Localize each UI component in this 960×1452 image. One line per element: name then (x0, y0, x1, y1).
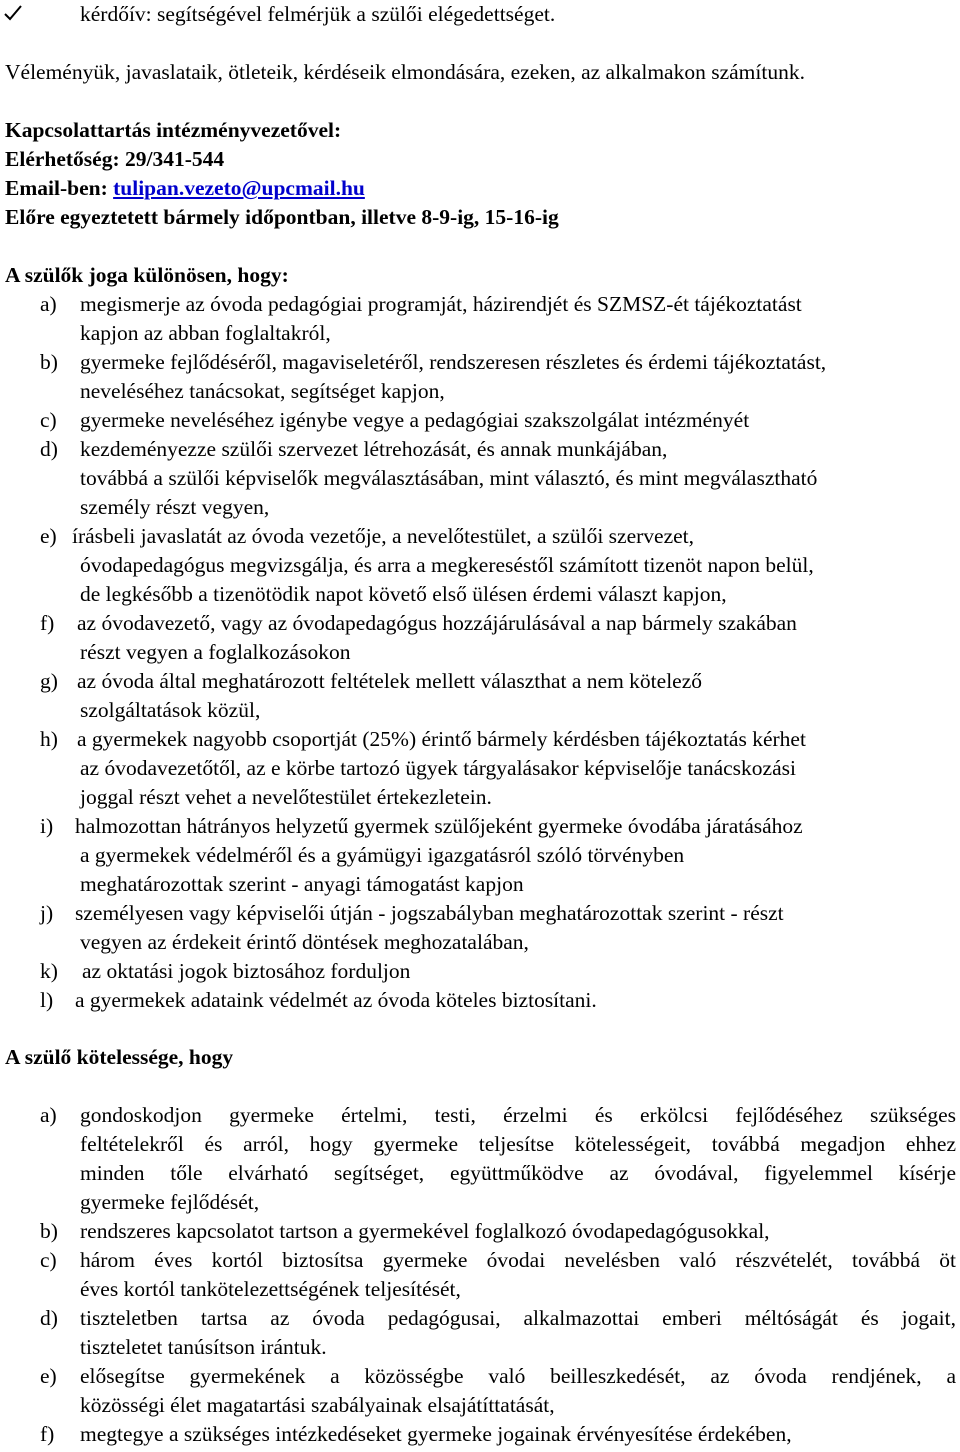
rights-item-marker: a) (40, 292, 57, 316)
duties-item-marker: f) (40, 1422, 55, 1446)
duties-item-marker: b) (40, 1219, 58, 1243)
rights-item-line: írásbeli javaslatát az óvoda vezetője, a nevelőtestület, a szülői szervezet, (72, 524, 695, 548)
duties-item-line: minden tőle elvárható segítséget, együttműködve az óvodával, figyelemmel kísérje (80, 1161, 956, 1185)
duties-item-line: három éves kortól biztosítsa gyermeke óvodai nevelésben való részvételét, továbbá öt (80, 1248, 956, 1272)
duties-item-line: megtegye a szükséges intézkedéseket gyermeke jogainak érvényesítése érdekében, (80, 1422, 792, 1446)
rights-item-line: továbbá a szülői képviselők megválasztásában, mint választó, és mint megválasztható (80, 466, 818, 490)
duties-heading: A szülő kötelessége, hogy (5, 1045, 234, 1069)
rights-item-marker: e) (40, 524, 57, 548)
duties-item-line: rendszeres kapcsolatot tartson a gyermekével foglalkozó óvodapedagógusokkal, (80, 1219, 770, 1243)
contact-hours: Előre egyeztetett bármely időpontban, illetve 8-9-ig, 15-16-ig (5, 205, 559, 229)
rights-item-line: a gyermekek nagyobb csoportját (25%) érintő bármely kérdésben tájékoztatás kérhet (77, 727, 806, 751)
rights-item-marker: g) (40, 669, 58, 693)
rights-item-line: az óvodavezetőtől, az e körbe tartozó ügyek tárgyalásakor képviselője tanácskozási (80, 756, 796, 780)
duties-item-marker: a) (40, 1103, 57, 1127)
duties-item-line: közösségi élet magatartási szabályainak elsajátíttatását, (80, 1393, 555, 1417)
rights-item-marker: j) (40, 901, 54, 925)
check-icon (2, 2, 24, 30)
duties-item-marker: e) (40, 1364, 57, 1388)
checklist-item: kérdőív: segítségével felmérjük a szülői elégedettséget. (80, 2, 556, 26)
rights-item-marker: f) (40, 611, 55, 635)
rights-heading: A szülők joga különösen, hogy: (5, 263, 289, 287)
rights-item-marker: k) (40, 959, 58, 983)
duties-item-line: tiszteletben tartsa az óvoda pedagógusai, alkalmazottai emberi méltóságát és jogait, (80, 1306, 956, 1330)
rights-item-line: szolgáltatások közül, (80, 698, 261, 722)
rights-item-line: joggal részt vehet a nevelőtestület értekezletein. (80, 785, 492, 809)
rights-item-line: személy részt vegyen, (80, 495, 270, 519)
duties-item-marker: c) (40, 1248, 57, 1272)
rights-item-line: az oktatási jogok biztosához forduljon (82, 959, 411, 983)
rights-item-line: az óvoda által meghatározott feltételek mellett választhat a nem kötelező (77, 669, 703, 693)
rights-item-line: a gyermekek védelméről és a gyámügyi igazgatásról szóló törvényben (80, 843, 685, 867)
opinion-line: Véleményük, javaslataik, ötleteik, kérdéseik elmondására, ezeken, az alkalmakon számítunk. (5, 60, 805, 84)
rights-item-line: halmozottan hátrányos helyzetű gyermek szülőjeként gyermeke óvodába járatásához (75, 814, 803, 838)
email-label: Email-ben: (5, 176, 114, 200)
duties-item-line: éves kortól tankötelezettségének teljesítését, (80, 1277, 461, 1301)
rights-item-marker: c) (40, 408, 57, 432)
duties-item-line: elősegítse gyermekének a közösségbe való beilleszkedését, az óvoda rendjének, a (80, 1364, 956, 1388)
contact-phone: Elérhetőség: 29/341-544 (5, 147, 225, 171)
rights-item-marker: i) (40, 814, 54, 838)
rights-item-line: gyermeke fejlődéséről, magaviseletéről, rendszeresen részletes és érdemi tájékoztatást, (80, 350, 827, 374)
duties-item-line: gondoskodjon gyermeke értelmi, testi, érzelmi és erkölcsi fejlődéséhez szükséges (80, 1103, 956, 1127)
email-link[interactable]: tulipan.vezeto@upcmail.hu (113, 176, 365, 200)
rights-item-line: meghatározottak szerint - anyagi támogatást kapjon (80, 872, 524, 896)
rights-item-line: megismerje az óvoda pedagógiai programját, házirendjét és SZMSZ-ét tájékoztatást (80, 292, 802, 316)
rights-item-line: részt vegyen a foglalkozásokon (80, 640, 351, 664)
duties-item-marker: d) (40, 1306, 58, 1330)
rights-item-line: kezdeményezze szülői szervezet létrehozását, és annak munkájában, (80, 437, 668, 461)
rights-item-marker: d) (40, 437, 58, 461)
contact-email-line (5, 175, 365, 201)
rights-item-line: személyesen vagy képviselői útján - jogszabályban meghatározottak szerint - részt (75, 901, 784, 925)
rights-item-line: óvodapedagógus megvizsgálja, és arra a megkereséstől számított tizenöt napon belül, (80, 553, 814, 577)
rights-item-line: neveléséhez tanácsokat, segítséget kapjon, (80, 379, 445, 403)
rights-item-line: az óvodavezető, vagy az óvodapedagógus hozzájárulásával a nap bármely szakában (77, 611, 797, 635)
duties-item-line: tiszteletet tanúsítson irántuk. (80, 1335, 327, 1359)
rights-item-marker: l) (40, 988, 54, 1012)
rights-item-marker: b) (40, 350, 58, 374)
rights-item-line: kapjon az abban foglaltakról, (80, 321, 331, 345)
rights-item-line: de legkésőbb a tizenötödik napot követő első ülésen érdemi választ kapjon, (80, 582, 727, 606)
contact-heading: Kapcsolattartás intézményvezetővel: (5, 118, 342, 142)
rights-item-line: vegyen az érdekeit érintő döntések meghozatalában, (80, 930, 529, 954)
duties-item-line: gyermeke fejlődését, (80, 1190, 260, 1214)
rights-item-marker: h) (40, 727, 58, 751)
rights-item-line: gyermeke neveléséhez igénybe vegye a pedagógiai szakszolgálat intézményét (80, 408, 750, 432)
rights-item-line: a gyermekek adataink védelmét az óvoda köteles biztosítani. (75, 988, 597, 1012)
duties-item-line: feltételekről és arról, hogy gyermeke teljesítse kötelességeit, továbbá megadjon ehhez (80, 1132, 956, 1156)
